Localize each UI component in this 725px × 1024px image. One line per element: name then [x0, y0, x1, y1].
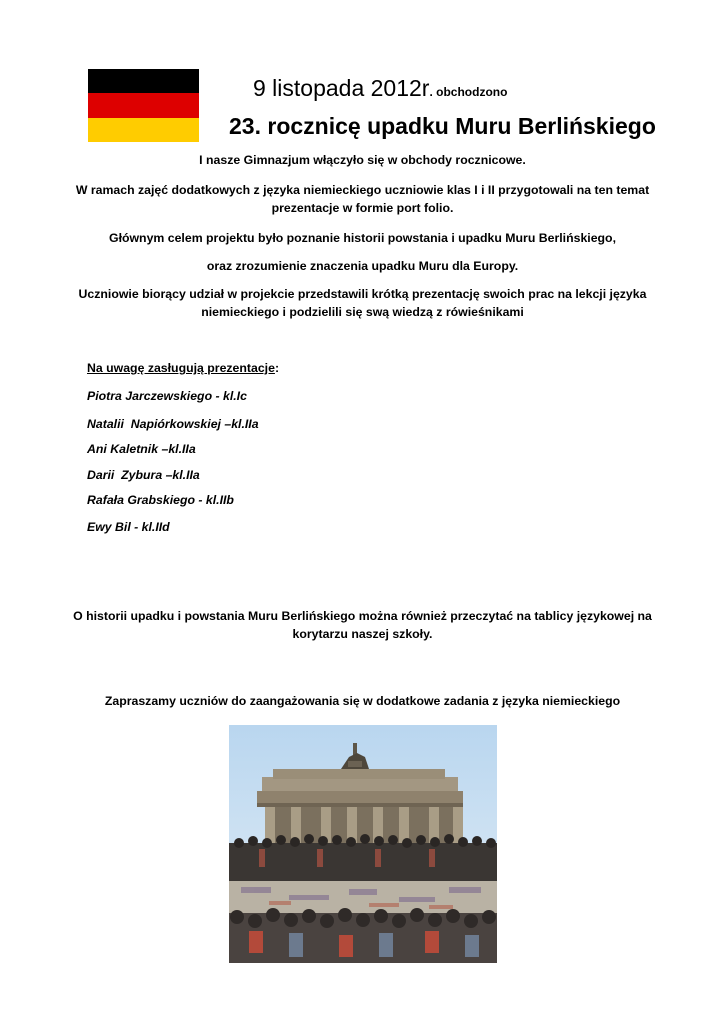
list-item: Ewy Bil - kl.IId	[87, 520, 170, 534]
presentation-paragraph: Uczniowie biorący udział w projekcie przedstawili krótką prezentację swoich prac na lekcji języka niemieckiego i podzielili się swą wiedzą z rówieśnikami	[78, 287, 647, 319]
list-item: Ani Kaletnik –kl.IIa	[87, 442, 196, 456]
german-flag-icon	[88, 69, 199, 142]
goal-paragraph-cont: oraz zrozumienie znaczenia upadku Muru dla Europy.	[206, 259, 519, 273]
presentations-heading: Na uwagę zasługują prezentacje:	[87, 361, 280, 375]
project-paragraph: W ramach zajęć dodatkowych z języka niemieckiego uczniowie klas I i II przygotowali na ten temat prezentacje w formie port folio.	[75, 183, 650, 215]
intro-paragraph: I nasze Gimnazjum włączyło się w obchody rocznicowe.	[199, 153, 526, 167]
list-item: Rafała Grabskiego - kl.IIb	[87, 493, 234, 507]
invitation-paragraph: Zapraszamy uczniów do zaangażowania się w dodatkowe zadania z języka niemieckiego	[104, 694, 621, 708]
list-item: Piotra Jarczewskiego - kl.Ic	[87, 389, 247, 403]
title-event: 23. rocznicę upadku Muru Berlińskiego	[229, 113, 656, 139]
list-item: Darii Zybura –kl.IIa	[87, 468, 200, 482]
brandenburg-gate-photo	[229, 725, 497, 963]
title-date: 9 listopada 2012r. obchodzono	[253, 75, 508, 101]
list-item: Natalii Napiórkowskiej –kl.IIa	[87, 417, 259, 431]
goal-paragraph: Głównym celem projektu było poznanie historii powstania i upadku Muru Berlińskiego,	[109, 231, 616, 245]
closing-paragraph: O historii upadku i powstania Muru Berlińskiego można również przeczytać na tablicy językowej na korytarzu naszej szkoły.	[73, 609, 652, 641]
